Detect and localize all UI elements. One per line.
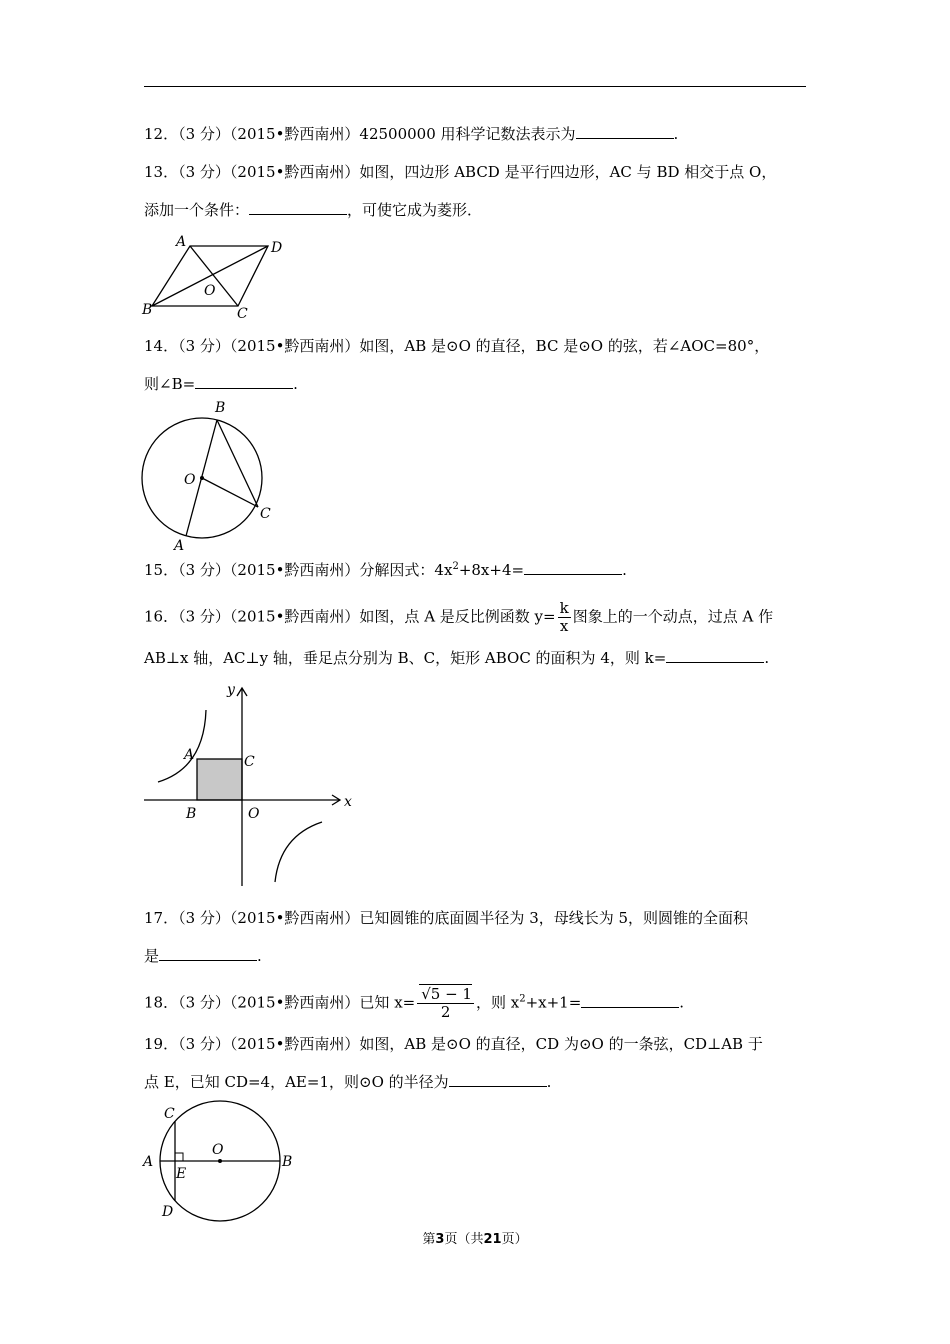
question-17-line2: 是 . <box>144 947 262 965</box>
page-footer: 第3页（共21页） <box>422 1232 528 1247</box>
label-y: y <box>227 682 235 698</box>
label-o: O <box>248 806 260 822</box>
label-b: B <box>142 302 153 318</box>
question-19-line2: 点 E，已知 CD=4，AE=1，则⊙O 的半径为 . <box>144 1073 552 1091</box>
center-point <box>200 476 204 480</box>
question-16-line2: AB⊥x 轴，AC⊥y 轴，垂足点分别为 B、C，矩形 ABOC 的面积为 4，则 k= . <box>144 649 770 667</box>
label-d: D <box>162 1204 174 1220</box>
label-a: A <box>143 1154 154 1170</box>
label-a: A <box>176 234 187 250</box>
question-15: 15．（3 分）（2015•黔西南州）分解因式：$4x^2+8x+4=$ . <box>144 561 627 579</box>
answer-blank[interactable] <box>159 946 257 961</box>
question-13-line2: 添加一个条件： ，可使它成为菱形． <box>144 201 483 219</box>
rectangle-aboc <box>197 759 242 800</box>
fraction-sqrt5-minus-1-over-2: $\frac{√5 - 1}{2}$ <box>417 986 474 1021</box>
label-c: C <box>164 1106 175 1122</box>
label-e: E <box>176 1166 187 1182</box>
label-x: x <box>344 794 352 810</box>
label-o: O <box>212 1142 224 1158</box>
center-point <box>218 1159 222 1163</box>
label-c: C <box>260 506 271 522</box>
label-b: B <box>282 1154 293 1170</box>
right-angle-mark <box>175 1153 183 1161</box>
label-o: O <box>204 283 216 299</box>
parallelogram-figure <box>138 232 298 322</box>
coordinate-figure <box>140 676 370 891</box>
question-18: 18．（3 分）（2015•黔西南州）已知 x= $\frac{√5 - 1}{2}$ ，则 $x^2+x+1=$ . <box>144 985 685 1021</box>
answer-blank[interactable] <box>666 648 764 663</box>
label-b: B <box>215 400 226 416</box>
question-14-line1: 14．（3 分）（2015•黔西南州）如图，AB 是⊙O 的直径，BC 是⊙O 的弦，若∠AOC=80°， <box>144 337 770 355</box>
label-b: B <box>186 806 197 822</box>
label-o: O <box>184 472 196 488</box>
circle-figure-q19 <box>138 1098 308 1228</box>
hyperbola-branch-right <box>275 822 322 882</box>
chord-bc <box>217 420 258 507</box>
label-c: C <box>244 754 255 770</box>
question-12: 12．（3 分）（2015•黔西南州）42500000 用科学记数法表示为 . <box>144 125 679 143</box>
label-a: A <box>184 747 195 763</box>
answer-blank[interactable] <box>449 1072 547 1087</box>
question-14-line2: 则∠B= . <box>144 375 298 393</box>
question-17-line1: 17．（3 分）（2015•黔西南州）已知圆锥的底面圆半径为 3，母线长为 5，则圆锥的全面积 <box>144 909 749 927</box>
answer-blank[interactable] <box>576 124 674 139</box>
question-16-line1: 16．（3 分）（2015•黔西南州）如图，点 A 是反比例函数 y= $\frac{k}{x}$ 图象上的一个动点，过点 A 作 <box>144 599 774 635</box>
label-a: A <box>174 538 185 554</box>
answer-blank[interactable] <box>249 200 347 215</box>
answer-blank[interactable] <box>195 374 293 389</box>
question-19-line1: 19．（3 分）（2015•黔西南州）如图，AB 是⊙O 的直径，CD 为⊙O 的一条弦，CD⊥AB 于 <box>144 1035 763 1053</box>
label-c: C <box>237 306 248 322</box>
circle-figure-q14 <box>136 396 286 556</box>
answer-blank[interactable] <box>524 560 622 575</box>
answer-blank[interactable] <box>581 993 679 1008</box>
fraction-k-over-x: $\frac{k}{x}$ <box>559 599 569 635</box>
label-d: D <box>271 240 283 256</box>
radius-oc <box>202 478 258 507</box>
header-rule <box>144 86 806 87</box>
question-13-line1: 13．（3 分）（2015•黔西南州）如图，四边形 ABCD 是平行四边形，AC 与 BD 相交于点 O， <box>144 163 777 181</box>
